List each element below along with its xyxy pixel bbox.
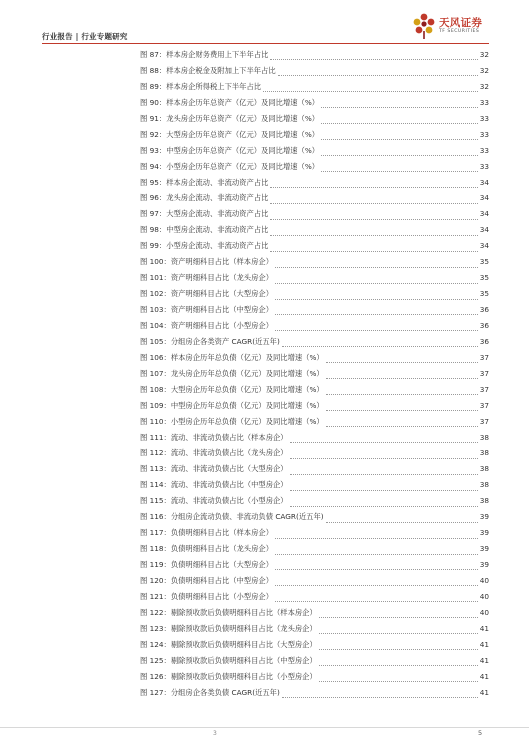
toc-entry-page: 35 [479,273,489,283]
toc-entry-page: 36 [479,336,489,346]
toc-entry-page: 37 [479,384,489,394]
toc-entry[interactable] [140,114,489,130]
toc-entry-page: 41 [479,671,489,681]
toc-entry-label: 图 97：大型房企流动、非流动资产占比 [140,209,269,219]
toc-leader-dots [275,585,478,586]
toc-entry-page: 41 [479,639,489,649]
toc-entry-label: 图 92：大型房企历年总资产（亿元）及同比增速（%） [140,129,320,139]
toc-entry[interactable] [140,225,489,241]
toc-entry[interactable] [140,624,489,640]
toc-leader-dots [321,171,478,172]
toc-leader-dots [263,91,478,92]
toc-entry-label: 图 125：剔除预收款后负债明细科目占比（中型房企） [140,655,317,665]
toc-entry[interactable] [140,544,489,560]
toc-leader-dots [275,267,478,268]
toc-entry[interactable] [140,257,489,273]
toc-entry-label: 图 117：负债明细科目占比（样本房企） [140,528,273,538]
toc-leader-dots [319,617,478,618]
toc-entry-page: 39 [479,512,489,522]
toc-entry-page: 41 [479,655,489,665]
toc-entry[interactable] [140,209,489,225]
toc-entry-label: 图 89：样本房企所得税上下半年占比 [140,81,262,91]
toc-entry-page: 33 [479,97,489,107]
toc-entry-label: 图 116：分组房企流动负债、非流动负债 CAGR(近五年) [140,512,324,522]
toc-entry[interactable] [140,448,489,464]
toc-leader-dots [326,362,478,363]
toc-entry-page: 33 [479,129,489,139]
toc-entry-label: 图 108：大型房企历年总负债（亿元）及同比增速（%） [140,384,324,394]
toc-entry-page: 33 [479,113,489,123]
toc-entry-page: 34 [479,177,489,187]
header-divider [42,43,489,44]
toc-entry-page: 38 [479,496,489,506]
toc-leader-dots [326,378,478,379]
toc-leader-dots [290,442,478,443]
toc-entry-page: 35 [479,257,489,267]
toc-entry-page: 37 [479,416,489,426]
toc-entry-page: 40 [479,575,489,585]
toc-entry[interactable] [140,672,489,688]
toc-leader-dots [326,410,478,411]
toc-leader-dots [319,649,478,650]
toc-leader-dots [278,75,478,76]
toc-entry-page: 38 [479,480,489,490]
toc-entry-label: 图 104：资产明细科目占比（小型房企） [140,320,273,330]
toc-leader-dots [282,346,478,347]
toc-entry-label: 图 101：资产明细科目占比（龙头房企） [140,273,273,283]
toc-leader-dots [275,554,478,555]
toc-entry[interactable] [140,385,489,401]
toc-entry-page: 37 [479,368,489,378]
toc-entry-label: 图 100：资产明细科目占比（样本房企） [140,257,273,267]
toc-entry[interactable] [140,656,489,672]
toc-entry-label: 图 96：龙头房企流动、非流动资产占比 [140,193,269,203]
figure-index-list [140,50,489,703]
toc-leader-dots [275,283,478,284]
toc-entry-label: 图 123：剔除预收款后负债明细科目占比（龙头房企） [140,623,317,633]
toc-leader-dots [270,219,477,220]
toc-leader-dots [270,203,477,204]
toc-entry-label: 图 91：龙头房企历年总资产（亿元）及同比增速（%） [140,113,320,123]
toc-entry[interactable] [140,321,489,337]
toc-entry[interactable] [140,496,489,512]
toc-entry-label: 图 88：样本房企税金及附加上下半年占比 [140,65,276,75]
toc-entry[interactable] [140,50,489,66]
toc-leader-dots [321,107,478,108]
toc-entry-page: 32 [479,50,489,59]
toc-entry-label: 图 122：剔除预收款后负债明细科目占比（样本房企） [140,607,317,617]
toc-leader-dots [321,155,478,156]
toc-entry-label: 图 114：流动、非流动负债占比（中型房企） [140,480,288,490]
footer-mark: 3 [213,730,217,737]
toc-entry-page: 37 [479,352,489,362]
toc-leader-dots [326,522,478,523]
toc-entry[interactable] [140,146,489,162]
toc-leader-dots [270,235,477,236]
toc-entry-page: 34 [479,241,489,251]
toc-entry-label: 图 98：中型房企流动、非流动资产占比 [140,225,269,235]
toc-entry-page: 38 [479,464,489,474]
toc-entry-label: 图 103：资产明细科目占比（中型房企） [140,305,273,314]
toc-leader-dots [290,506,478,507]
toc-entry-label: 图 95：样本房企流动、非流动资产占比 [140,177,269,187]
toc-entry-label: 图 107：龙头房企历年总负债（亿元）及同比增速（%） [140,368,324,378]
toc-entry-label: 图 109：中型房企历年总负债（亿元）及同比增速（%） [140,400,324,410]
toc-entry[interactable] [140,688,489,704]
toc-entry[interactable] [140,640,489,656]
toc-entry-page: 38 [479,432,489,442]
toc-entry[interactable] [140,193,489,209]
toc-entry[interactable] [140,592,489,608]
toc-leader-dots [290,474,478,475]
toc-entry-label: 图 106：样本房企历年总负债（亿元）及同比增速（%） [140,352,324,362]
logo-name-en: TF SECURITIES [439,29,480,34]
toc-entry-label: 图 124：剔除预收款后负债明细科目占比（大型房企） [140,639,317,649]
toc-entry-label: 图 126：剔除预收款后负债明细科目占比（小型房企） [140,671,317,681]
footer-divider [0,727,529,728]
toc-entry-label: 图 113：流动、非流动负债占比（大型房企） [140,464,288,474]
toc-entry-label: 图 112：流动、非流动负债占比（龙头房企） [140,448,288,458]
toc-entry-label: 图 120：负债明细科目占比（中型房企） [140,575,273,585]
toc-entry-page: 40 [479,591,489,601]
toc-entry-label: 图 90：样本房企历年总资产（亿元）及同比增速（%） [140,97,320,107]
toc-entry[interactable] [140,289,489,305]
toc-leader-dots [290,458,478,459]
toc-entry-page: 33 [479,161,489,171]
toc-entry-label: 图 121：负债明细科目占比（小型房企） [140,591,273,601]
logo-name-cn: 天风证券 [439,17,483,29]
toc-entry[interactable] [140,608,489,624]
toc-entry-page: 41 [479,623,489,633]
toc-entry-label: 图 127：分组房企各类负债 CAGR(近五年) [140,687,280,697]
tianfeng-flower-logo-icon [412,12,436,40]
toc-leader-dots [275,314,478,315]
toc-entry[interactable] [140,130,489,146]
toc-entry[interactable] [140,560,489,576]
toc-entry-page: 34 [479,193,489,203]
toc-entry-page: 34 [479,209,489,219]
toc-entry-page: 32 [479,65,489,75]
toc-leader-dots [270,187,477,188]
toc-entry-page: 39 [479,528,489,538]
toc-entry[interactable] [140,433,489,449]
toc-entry-label: 图 119：负债明细科目占比（大型房企） [140,560,273,569]
toc-leader-dots [290,490,478,491]
toc-entry-page: 39 [479,544,489,554]
toc-entry-page: 34 [479,225,489,235]
toc-entry-page: 38 [479,448,489,458]
toc-leader-dots [319,633,478,634]
toc-leader-dots [321,139,478,140]
toc-entry-label: 图 99：小型房企流动、非流动资产占比 [140,241,269,251]
toc-leader-dots [275,299,478,300]
toc-leader-dots [270,59,477,60]
toc-entry-page: 35 [479,289,489,299]
toc-leader-dots [275,330,478,331]
toc-entry-label: 图 102：资产明细科目占比（大型房企） [140,289,273,299]
toc-entry-page: 37 [479,400,489,410]
toc-entry[interactable] [140,464,489,480]
toc-entry[interactable] [140,162,489,178]
toc-entry-page: 41 [479,687,489,697]
toc-entry[interactable] [140,576,489,592]
toc-entry-page: 40 [479,607,489,617]
page-header [0,0,529,48]
company-logo [412,12,494,42]
toc-entry[interactable] [140,480,489,496]
toc-leader-dots [326,426,478,427]
toc-entry[interactable] [140,528,489,544]
toc-entry[interactable] [140,82,489,98]
toc-leader-dots [275,538,478,539]
toc-entry-page: 33 [479,145,489,155]
toc-entry[interactable] [140,337,489,353]
toc-entry-label: 图 115：流动、非流动负债占比（小型房企） [140,496,288,506]
toc-entry[interactable] [140,417,489,433]
toc-entry-label: 图 93：中型房企历年总资产（亿元）及同比增速（%） [140,145,320,155]
toc-leader-dots [275,569,478,570]
toc-entry-label: 图 87：样本房企财务费用上下半年占比 [140,50,269,59]
toc-leader-dots [319,681,478,682]
toc-entry-page: 32 [479,81,489,91]
toc-entry[interactable] [140,401,489,417]
toc-entry[interactable] [140,305,489,321]
toc-entry[interactable] [140,178,489,194]
toc-leader-dots [275,601,478,602]
toc-entry-label: 图 105：分组房企各类资产 CAGR(近五年) [140,336,280,346]
toc-leader-dots [326,394,478,395]
toc-entry[interactable] [140,369,489,385]
toc-leader-dots [321,123,478,124]
toc-entry[interactable] [140,512,489,528]
toc-entry-label: 图 118：负债明细科目占比（龙头房企） [140,544,273,554]
toc-entry-page: 36 [479,305,489,314]
toc-entry[interactable] [140,241,489,257]
toc-leader-dots [270,251,477,252]
toc-entry[interactable] [140,98,489,114]
toc-entry-label: 图 94：小型房企历年总资产（亿元）及同比增速（%） [140,161,320,171]
toc-entry-page: 36 [479,320,489,330]
toc-entry-page: 39 [479,560,489,569]
toc-entry[interactable] [140,273,489,289]
toc-leader-dots [319,665,478,666]
toc-entry-label: 图 110：小型房企历年总负债（亿元）及同比增速（%） [140,416,324,426]
toc-entry[interactable] [140,66,489,82]
toc-entry[interactable] [140,353,489,369]
toc-leader-dots [282,697,478,698]
report-category-title: 行业报告 | 行业专题研究 [42,32,128,41]
toc-entry-label: 图 111：流动、非流动负债占比（样本房企） [140,432,288,442]
page-number: 5 [478,729,483,737]
